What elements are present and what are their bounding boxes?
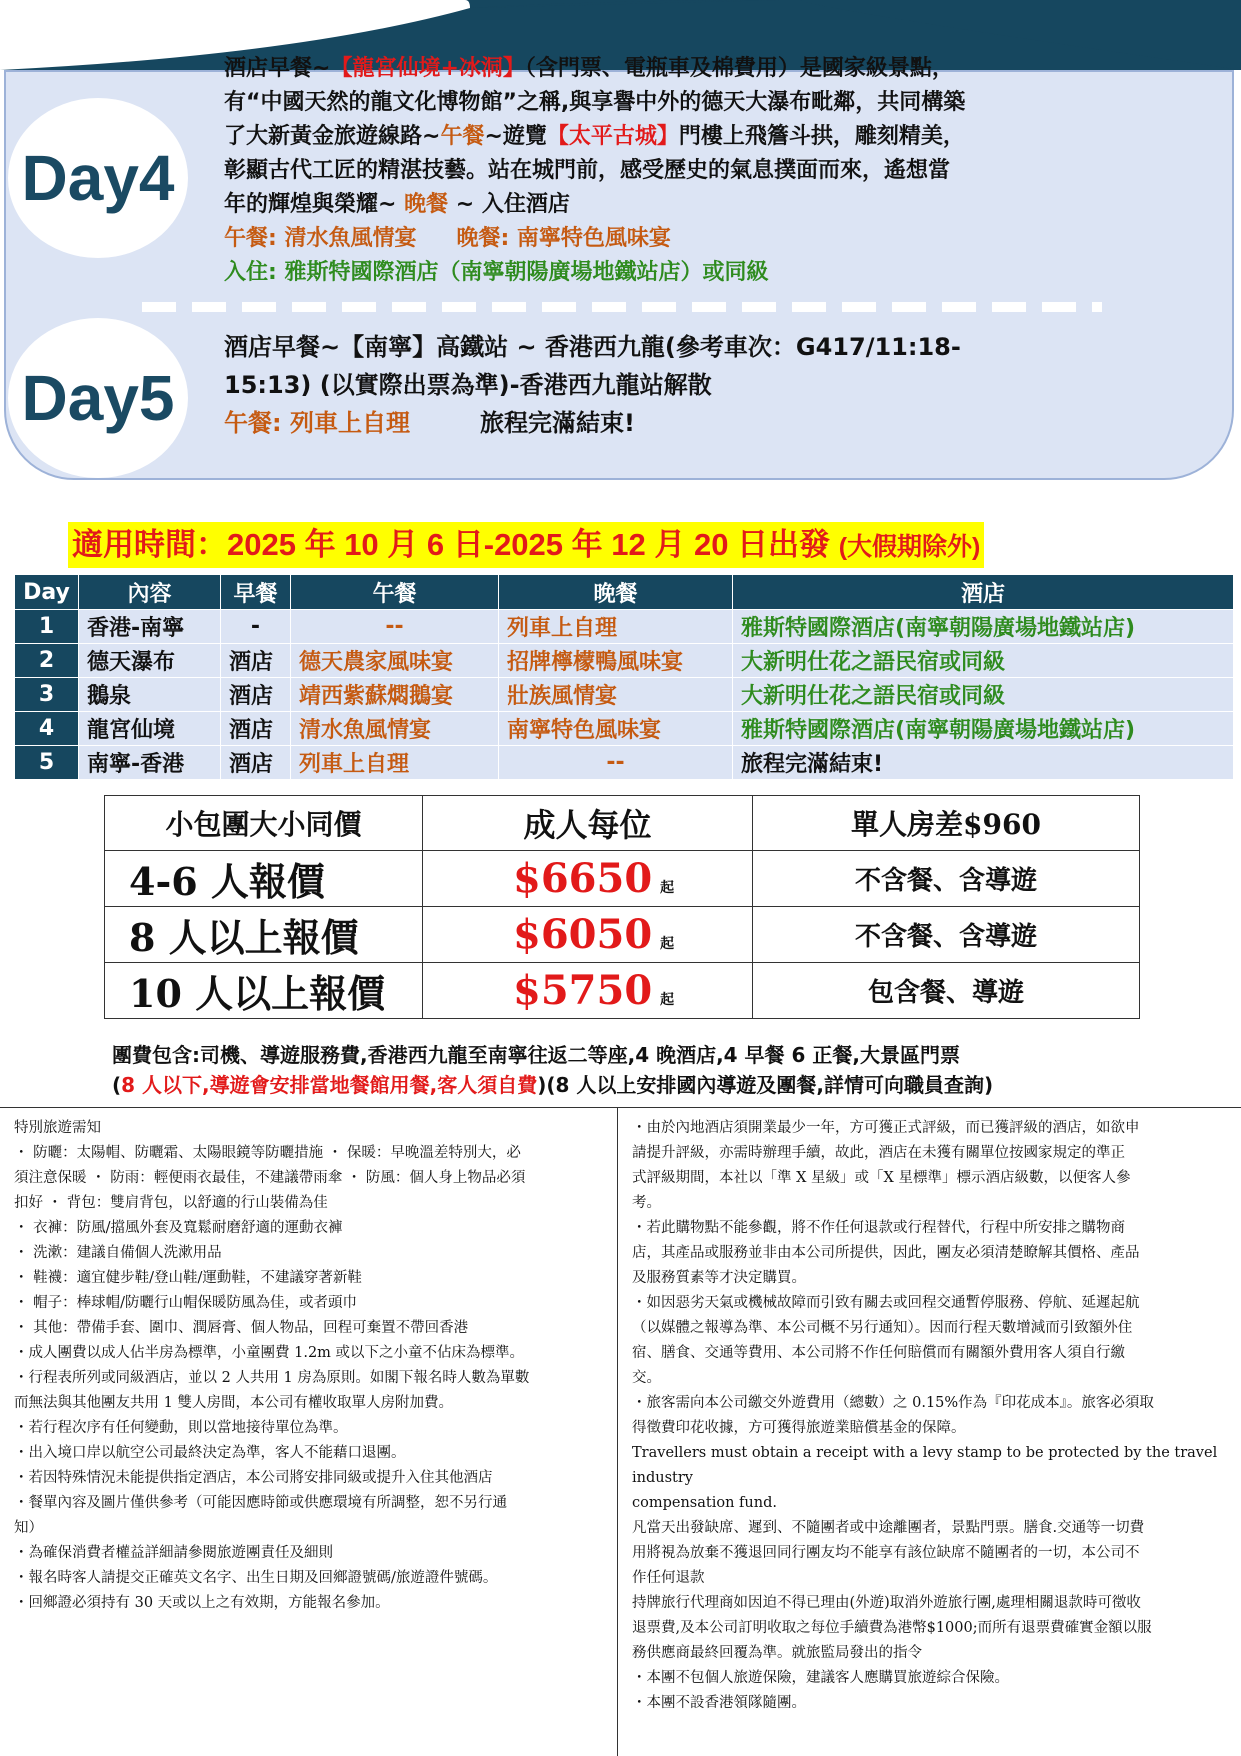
pricing-table <box>104 795 1140 1019</box>
notes-left-column <box>14 1116 604 1616</box>
day5-end: 旅程完滿結束! <box>479 409 635 437</box>
day4-text: 了大新黃金旅遊線路~ <box>224 124 441 149</box>
cell-breakfast: 酒店 <box>221 746 291 780</box>
note-line: ・ 防曬：太陽帽、防曬霜、太陽眼鏡等防曬措施 ・ 保暖：早晚溫差特別大，必 <box>14 1145 521 1161</box>
note-line: 作任何退款 <box>632 1570 705 1586</box>
note-line: ・行程表所列或同級酒店，並以 2 人共用 1 房為原則。如閣下報名時人數為單數 <box>14 1370 530 1386</box>
cell-day: 2 <box>15 644 79 678</box>
day4-highlight-dragon-palace: 【龍宮仙境+冰洞】 <box>330 56 525 81</box>
cell-lunch: 清水魚風情宴 <box>291 712 499 746</box>
note-line: 務供應商最終回覆為準。就旅監局發出的指令 <box>632 1645 922 1661</box>
cell-breakfast: - <box>221 610 291 644</box>
fee-inclusions <box>112 1040 993 1100</box>
pricing-price: $6650 <box>513 855 653 902</box>
table-row <box>15 644 1234 678</box>
cell-hotel: 大新明仕花之語民宿或同級 <box>733 678 1234 712</box>
cell-lunch: 靖西紫蘇燜鵝宴 <box>291 678 499 712</box>
note-line: 店，其產品或服務並非由本公司所提供，因此，團友必須清楚瞭解其價格、產品 <box>632 1245 1140 1261</box>
pricing-header-row <box>105 796 1140 851</box>
note-line: 特別旅遊需知 <box>14 1120 101 1136</box>
note-line: ・為確保消費者權益詳細請參閱旅遊團責任及細則 <box>14 1545 333 1561</box>
note-line: ・本團不設香港領隊隨團。 <box>632 1695 806 1711</box>
schedule-header-row <box>15 575 1234 610</box>
pricing-price-suffix: 起 <box>660 880 675 896</box>
note-line: ・成人團費以成人佔半房為標準，小童團費 1.2m 或以下之小童不佔床為標準。 <box>14 1345 525 1361</box>
pricing-price-cell <box>423 963 753 1019</box>
pricing-header-single-supplement: 單人房差$960 <box>753 796 1140 851</box>
pricing-header-adult: 成人每位 <box>423 796 753 851</box>
pricing-price: $6050 <box>513 911 653 958</box>
note-line: ・若因特殊情況未能提供指定酒店，本公司將安排同級或提升入住其他酒店 <box>14 1470 493 1486</box>
note-line: ・ 衣褲：防風/擋風外套及寬鬆耐磨舒適的運動衣褲 <box>14 1220 343 1236</box>
col-header-hotel: 酒店 <box>733 575 1234 610</box>
note-line: 式評級期間，本社以「準 X 星級」或「X 星標準」標示酒店級數，以便客人參 <box>632 1170 1131 1186</box>
col-header-day: Day <box>15 575 79 610</box>
cell-dinner: 招牌檸檬鴨風味宴 <box>499 644 733 678</box>
cell-hotel: 雅斯特國際酒店(南寧朝陽廣場地鐵站店) <box>733 712 1234 746</box>
note-line: ・若此購物點不能參觀，將不作任何退款或行程替代，行程中所安排之購物商 <box>632 1220 1125 1236</box>
day4-text: 酒店早餐~ <box>224 56 331 81</box>
note-line: ・本團不包個人旅遊保險，建議客人應購買旅遊綜合保險。 <box>632 1670 1009 1686</box>
day4-lunch-inline: 午餐 <box>440 124 485 149</box>
table-row <box>15 746 1234 780</box>
cell-dinner: 南寧特色風味宴 <box>499 712 733 746</box>
day4-highlight-taiping: 【太平古城】 <box>546 124 679 149</box>
cell-dinner: 列車上自理 <box>499 610 733 644</box>
cell-lunch: 德天農家風味宴 <box>291 644 499 678</box>
table-row <box>15 678 1234 712</box>
cell-dinner: 壯族風情宴 <box>499 678 733 712</box>
day4-lunch: 午餐: 清水魚風情宴 <box>224 226 417 251</box>
day5-badge <box>8 318 188 478</box>
pricing-group: 10 人以上報價 <box>105 963 423 1019</box>
cell-content: 南寧-香港 <box>79 746 221 780</box>
day4-text: 有“中國天然的龍文化博物館”之稱,與享譽中外的德天大瀑布毗鄰，共同構築 <box>224 90 966 115</box>
fee-line-2 <box>112 1070 993 1100</box>
note-line: 得徵費印花收據，方可獲得旅遊業賠償基金的保障。 <box>632 1420 966 1436</box>
cell-breakfast: 酒店 <box>221 712 291 746</box>
note-line: 扣好 ・ 背包：雙肩背包，以舒適的行山裝備為佳 <box>14 1195 328 1211</box>
day4-text: ~ 入住酒店 <box>448 192 570 217</box>
day4-dinner-inline: 晚餐 <box>404 192 449 217</box>
pricing-group: 4-6 人報價 <box>105 851 423 907</box>
note-line: ・報名時客人請提交正確英文名字、出生日期及回鄉證號碼/旅遊證件號碼。 <box>14 1570 498 1586</box>
note-line: 退票費,及本公司訂明收取之每位手續費為港幣$1000;而所有退票費確實金額以服 <box>632 1620 1152 1636</box>
pricing-note: 包含餐、導遊 <box>753 963 1140 1019</box>
note-line: 交。 <box>632 1370 661 1386</box>
note-line: ・由於內地酒店須開業最少一年，方可獲正式評級，而已獲評級的酒店，如欲申 <box>632 1120 1140 1136</box>
day4-hotel: 入住: 雅斯特國際酒店（南寧朝陽廣場地鐵站店）或同級 <box>224 260 769 285</box>
note-line: ・ 帽子：棒球帽/防曬行山帽保暖防風為佳，或者頭巾 <box>14 1295 357 1311</box>
cell-day: 1 <box>15 610 79 644</box>
note-line: 及服務質素等才決定購買。 <box>632 1270 806 1286</box>
day4-text: 年的輝煌與榮耀~ <box>224 192 405 217</box>
pricing-note: 不含餐、含導遊 <box>753 851 1140 907</box>
note-line: 持牌旅行代理商如因迫不得已理由(外遊)取消外遊旅行團,處理相關退款時可徵收 <box>632 1595 1141 1611</box>
note-line: ・ 洗漱：建議自備個人洗漱用品 <box>14 1245 222 1261</box>
note-line: ・若行程次序有任何變動，則以當地接待單位為準。 <box>14 1420 348 1436</box>
day5-lunch: 午餐: 列車上自理 <box>224 409 410 437</box>
validity-banner <box>68 522 984 568</box>
cell-dinner: -- <box>499 746 733 780</box>
table-row <box>15 610 1234 644</box>
note-line: ・旅客需向本公司繳交外遊費用（總數）之 0.15%作為『印花成本』。旅客必須取 <box>632 1395 1154 1411</box>
cell-hotel: 大新明仕花之語民宿或同級 <box>733 644 1234 678</box>
pricing-group: 8 人以上報價 <box>105 907 423 963</box>
table-row <box>15 712 1234 746</box>
note-line: 考。 <box>632 1195 661 1211</box>
cell-day: 5 <box>15 746 79 780</box>
col-header-dinner: 晚餐 <box>499 575 733 610</box>
cell-day: 3 <box>15 678 79 712</box>
note-line: ・ 鞋襪：適宜健步鞋/登山鞋/運動鞋，不建議穿著新鞋 <box>14 1270 362 1286</box>
validity-note: (大假期除外) <box>838 533 981 561</box>
cell-breakfast: 酒店 <box>221 644 291 678</box>
note-line: 須注意保暖 ・ 防雨：輕便雨衣最佳，不建議帶雨傘 ・ 防風：個人身上物品必須 <box>14 1170 526 1186</box>
day4-badge <box>8 98 188 258</box>
cell-day: 4 <box>15 712 79 746</box>
day4-label: Day4 <box>21 142 175 214</box>
day4-dinner: 晚餐: 南寧特色風味宴 <box>456 226 671 251</box>
cell-content: 香港-南寧 <box>79 610 221 644</box>
note-line: 知） <box>14 1520 43 1536</box>
day4-text: （含門票、電瓶車及棉費用）是國家級景點， <box>524 56 954 81</box>
notes-right-column <box>632 1116 1226 1716</box>
note-line: ・如因惡劣天氣或機械故障而引致有關去或回程交通暫停服務、停航、延遲起航 <box>632 1295 1140 1311</box>
note-line: ・出入境口岸以航空公司最終決定為準，客人不能藉口退團。 <box>14 1445 406 1461</box>
fee-small-group-note: 8 人以下,導遊會安排當地餐館用餐,客人須自費 <box>121 1073 538 1097</box>
notes-divider <box>617 1108 618 1756</box>
fee-line-1: 團費包含:司機、導遊服務費,香港西九龍至南寧往返二等座,4 晚酒店,4 早餐 6 正餐,大景區門票 <box>112 1043 960 1067</box>
cell-content: 鵝泉 <box>79 678 221 712</box>
note-line: 請提升評級，亦需時辦理手續，故此，酒店在未獲有關單位按國家規定的準正 <box>632 1145 1125 1161</box>
day5-text: 酒店早餐~【南寧】高鐵站 ~ 香港西九龍(參考車次：G417/11:18- <box>224 333 961 361</box>
note-line: （以媒體之報導為準、本公司概不另行通知）。因而行程天數增減而引致額外住 <box>632 1320 1133 1336</box>
note-line: Travellers must obtain a receipt with a levy stamp to be protected by the travel industry <box>632 1445 1218 1486</box>
note-line: 而無法與其他團友共用 1 雙人房間，本公司有權收取單人房附加費。 <box>14 1395 453 1411</box>
cell-hotel: 雅斯特國際酒店(南寧朝陽廣場地鐵站店) <box>733 610 1234 644</box>
cell-breakfast: 酒店 <box>221 678 291 712</box>
pricing-note: 不含餐、含導遊 <box>753 907 1140 963</box>
col-header-breakfast: 早餐 <box>221 575 291 610</box>
fee-paren: ( <box>112 1073 122 1097</box>
pricing-row <box>105 963 1140 1019</box>
pricing-header-group: 小包團大小同價 <box>105 796 423 851</box>
cell-hotel: 旅程完滿結束! <box>733 746 1234 780</box>
pricing-price: $5750 <box>513 967 653 1014</box>
cell-content: 龍宮仙境 <box>79 712 221 746</box>
day5-label: Day5 <box>21 362 175 434</box>
day5-text: 15:13) (以實際出票為準)-香港西九龍站解散 <box>224 371 712 399</box>
pricing-row <box>105 851 1140 907</box>
note-line: ・餐單內容及圖片僅供參考（可能因應時節或供應環境有所調整，恕不另行通 <box>14 1495 507 1511</box>
validity-dates: 適用時間：2025 年 10 月 6 日-2025 年 12 月 20 日出發 <box>72 527 839 562</box>
pricing-price-suffix: 起 <box>660 992 675 1008</box>
day4-description <box>224 52 965 290</box>
note-line: compensation fund. <box>632 1495 777 1511</box>
pricing-price-cell <box>423 851 753 907</box>
day-separator <box>142 302 1102 312</box>
note-line: 用將視為放棄不獲退回同行團友均不能享有該位缺席不隨團者的一切，本公司不 <box>632 1545 1140 1561</box>
day4-text: 彰顯古代工匠的精湛技藝。站在城門前，感受歷史的氣息撲面而來，遙想當 <box>224 158 951 183</box>
pricing-price-suffix: 起 <box>660 936 675 952</box>
note-line: ・ 其他：帶備手套、圍巾、潤唇膏、個人物品，回程可棄置不帶回香港 <box>14 1320 469 1336</box>
cell-content: 德天瀑布 <box>79 644 221 678</box>
note-line: 凡當天出發缺席、遲到、不隨團者或中途離團者，景點門票。膳食.交通等一切費 <box>632 1520 1145 1536</box>
travel-notes <box>0 1107 1241 1756</box>
note-line: 宿、膳食、交通等費用、本公司將不作任何賠償而有關額外費用客人須自行繳 <box>632 1345 1125 1361</box>
pricing-row <box>105 907 1140 963</box>
schedule-table <box>14 574 1234 780</box>
col-header-content: 內容 <box>79 575 221 610</box>
pricing-price-cell <box>423 907 753 963</box>
fee-large-group-note: )(8 人以上安排國內導遊及團餐,詳情可向職員查詢) <box>537 1073 994 1097</box>
day5-description <box>224 328 961 442</box>
day4-text: 門樓上飛簷斗拱，雕刻精美， <box>678 124 965 149</box>
note-line: ・回鄉證必須持有 30 天或以上之有效期，方能報名參加。 <box>14 1595 390 1611</box>
cell-lunch: 列車上自理 <box>291 746 499 780</box>
col-header-lunch: 午餐 <box>291 575 499 610</box>
cell-lunch: -- <box>291 610 499 644</box>
day4-text: ~遊覽 <box>484 124 547 149</box>
